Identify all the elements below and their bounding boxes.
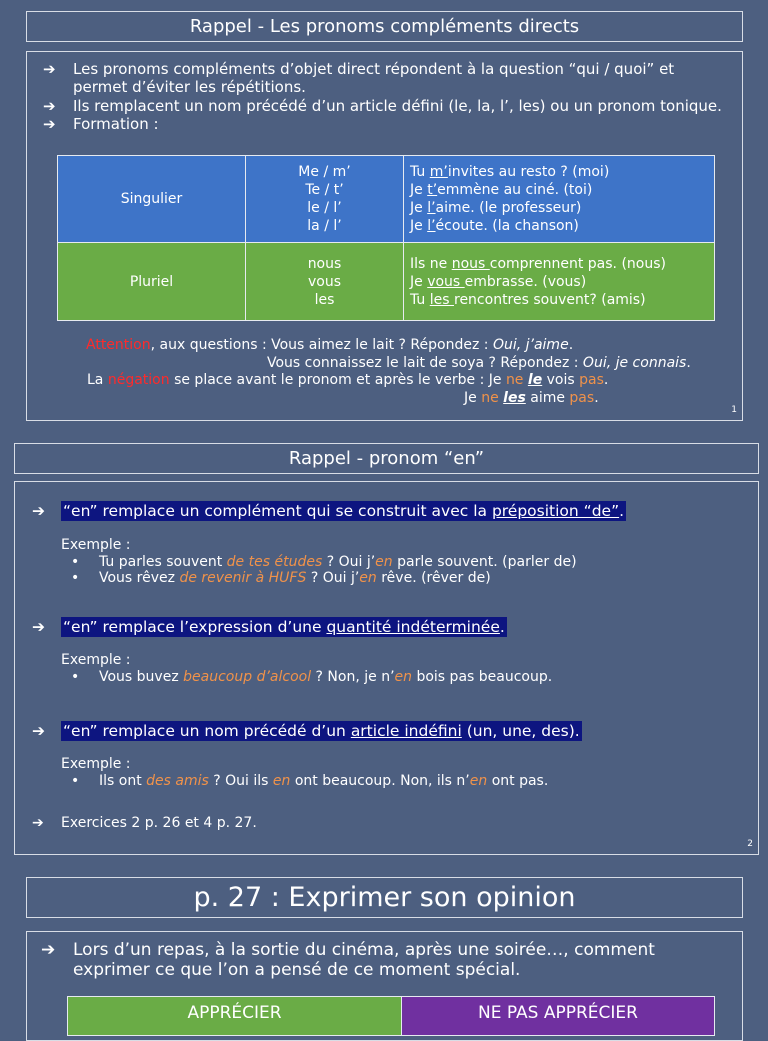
slide3-title: p. 27 : Exprimer son opinion xyxy=(193,882,576,913)
example-line: Je t’emmène au ciné. (toi) xyxy=(410,182,593,198)
bullet-text: Lors d’un repas, à la sortie du cinéma, après une soirée…, comment exprimer ce que l’on a pensé de ce moment spécial. xyxy=(73,940,655,980)
example-line: Ils ne nous comprennent pas. (nous) xyxy=(410,255,666,272)
en-rule-2: ➔ “en” remplace l’expression d’une quantité indéterminée. xyxy=(32,618,505,636)
slide3-content-box xyxy=(26,931,743,1041)
slide1-title-box xyxy=(26,11,743,42)
list-item: • Ils ont des amis ? Oui ils en ont beaucoup. Non, ils n’en ont pas. xyxy=(71,772,549,789)
table-row-singulier xyxy=(58,156,715,243)
question2-line: Vous connaissez le lait de soya ? Répondez : Oui, je connais. xyxy=(267,354,691,371)
pronoun: la / l’ xyxy=(307,218,342,234)
slide2-title: Rappel - pronom “en” xyxy=(288,448,485,469)
arrow-icon: ➔ xyxy=(43,115,56,133)
arrow-icon: ➔ xyxy=(32,722,45,740)
example-line: Je l’aime. (le professeur) xyxy=(410,200,582,216)
slide2-title-box xyxy=(14,443,759,474)
example-line: Je l’écoute. (la chanson) xyxy=(410,218,579,234)
cell-singulier-pronouns xyxy=(246,156,404,243)
slide1-content-box xyxy=(26,51,743,421)
en-rule-1: ➔ “en” remplace un complément qui se construit avec la préposition “de”. xyxy=(32,502,625,520)
example-label: Exemple : xyxy=(61,756,131,772)
example-block-3 xyxy=(61,756,548,789)
column-header-apprecier: APPRÉCIER xyxy=(67,996,402,1036)
negation-line: La négation se place avant le pronom et après le verbe : Je ne le vois pas. xyxy=(87,372,609,388)
slide1-bullet xyxy=(43,115,733,133)
bullet-text: Formation : xyxy=(73,115,159,133)
bullet-text: Ils remplacent un nom précédé d’un article défini (le, la, l’, les) ou un pronom tonique. xyxy=(73,97,722,115)
table-row-pluriel xyxy=(58,243,715,321)
slide3-bullet xyxy=(41,940,733,980)
list-item: • Vous buvez beaucoup d’alcool ? Non, je n’en bois pas beaucoup. xyxy=(71,668,553,685)
attention-line: Attention, aux questions : Vous aimez le lait ? Répondez : Oui, j’aime. xyxy=(86,337,574,353)
pronoun: Te / t’ xyxy=(305,182,344,198)
example-line: Tu m’invites au resto ? (moi) xyxy=(410,164,610,180)
example-line: Je vous embrasse. (vous) xyxy=(410,273,587,290)
arrow-icon: ➔ xyxy=(43,60,56,78)
en-rule-3: ➔ “en” remplace un nom précédé d’un article indéfini (un, une, des). xyxy=(32,722,580,740)
negation-example-line: Je ne les aime pas. xyxy=(464,389,599,406)
arrow-icon: ➔ xyxy=(32,618,45,636)
pronoun: vous xyxy=(307,273,342,290)
slide1-bullet xyxy=(43,60,733,96)
example-line: Tu les rencontres souvent? (amis) xyxy=(410,291,646,308)
pronoun: Me / m’ xyxy=(298,164,351,180)
cell-singulier-examples xyxy=(404,156,715,243)
cell-pluriel-pronouns xyxy=(246,243,404,321)
cell-singulier-label: Singulier xyxy=(58,156,246,243)
arrow-icon: ➔ xyxy=(41,940,56,960)
slide3-title-box xyxy=(26,877,743,918)
cell-pluriel-label: Pluriel xyxy=(58,243,246,321)
example-label: Exemple : xyxy=(61,537,131,553)
pronoun: le / l’ xyxy=(307,200,342,216)
page-number: 2 xyxy=(747,839,753,849)
arrow-icon: ➔ xyxy=(32,815,44,831)
page-number: 1 xyxy=(731,405,737,415)
list-item: • Tu parles souvent de tes études ? Oui j’en parle souvent. (parler de) xyxy=(71,553,577,570)
example-block-2 xyxy=(61,652,552,685)
pronoun: nous xyxy=(307,255,342,272)
list-item: • Vous rêvez de revenir à HUFS ? Oui j’en rêve. (rêver de) xyxy=(71,570,491,586)
column-header-ne-pas-apprecier: NE PAS APPRÉCIER xyxy=(401,996,715,1036)
cell-pluriel-examples xyxy=(404,243,715,321)
exercises-line: ➔ Exercices 2 p. 26 et 4 p. 27. xyxy=(32,815,257,831)
pronoun-table xyxy=(57,155,715,321)
arrow-icon: ➔ xyxy=(43,97,56,115)
slide1-title: Rappel - Les pronoms compléments directs xyxy=(189,16,580,37)
example-block-1 xyxy=(61,537,577,587)
pronoun: les xyxy=(314,291,335,308)
example-label: Exemple : xyxy=(61,652,131,668)
slide2-content-box xyxy=(14,481,759,855)
slide1-notes xyxy=(27,337,742,407)
slide1-bullet xyxy=(43,97,733,115)
arrow-icon: ➔ xyxy=(32,502,45,520)
bullet-text: Les pronoms compléments d’objet direct répondent à la question “qui / quoi” et permet d’éviter les répétitions. xyxy=(73,60,675,96)
